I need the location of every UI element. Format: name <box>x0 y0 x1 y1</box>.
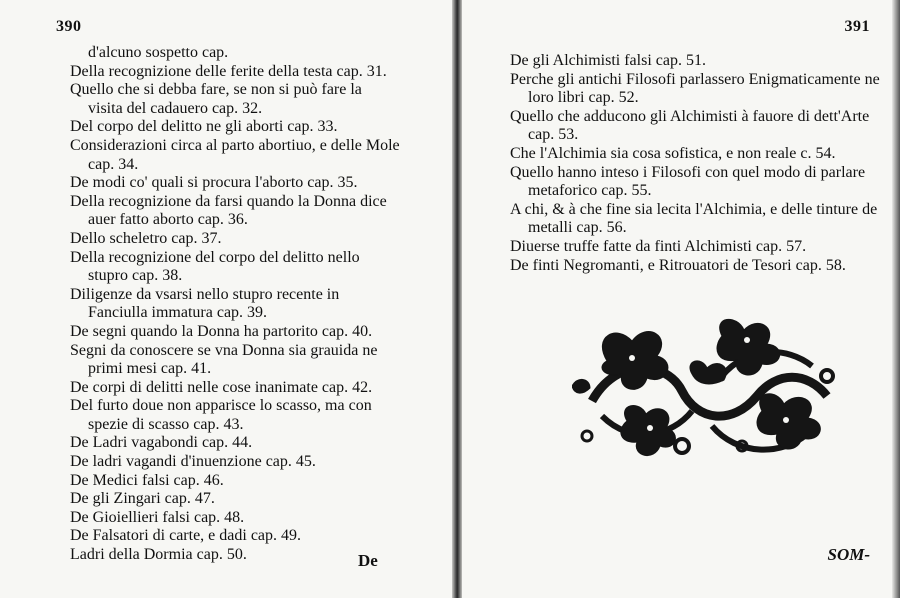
index-entry: De Gioiellieri falsi cap. 48. <box>70 508 245 526</box>
index-entry: De Ladri vagabondi cap. 44. <box>70 434 253 452</box>
index-entry: De gli Zingari cap. 47. <box>70 490 215 508</box>
index-entry: De finti Negromanti, e Ritrouatori de Tesori cap. 58. <box>510 256 846 274</box>
page-edge <box>892 0 900 598</box>
index-entry: De ladri vagandi d'inuenzione cap. 45. <box>70 453 316 471</box>
catchword: De <box>358 551 378 570</box>
right-page <box>462 0 892 598</box>
index-entry: Quello che si debba fare, se non si può fare la visita del cadauero cap. 32. <box>70 81 362 117</box>
index-entry: Dello scheletro cap. 37. <box>70 229 222 247</box>
index-entry: De corpi di delitti nelle cose inanimate cap. 42. <box>70 378 373 396</box>
catchword: SOM- <box>827 545 870 564</box>
page-number: 391 <box>844 18 870 35</box>
page-number: 390 <box>56 18 82 35</box>
index-entry: De Falsatori di carte, e dadi cap. 49. <box>70 527 302 545</box>
index-entry: Diligenze da vsarsi nello stupro recente in Fanciulla immatura cap. 39. <box>70 285 340 322</box>
index-entry: Considerazioni circa al parto abortiuo, e delle Mole cap. 34. <box>70 136 400 173</box>
index-entry: Della recognizione da farsi quando la Donna dice auer fatto aborto cap. 36. <box>70 192 387 229</box>
index-entry: Della recognizione delle ferite della testa cap. 31. <box>70 62 387 80</box>
index-entry: Quello che adducono gli Alchimisti à fauore di dett'Arte cap. 53. <box>510 107 870 144</box>
index-entry: Quello hanno inteso i Filosofi con quel modo di parlare metaforico cap. 55. <box>510 163 866 200</box>
index-entry: Del furto doue non apparisce lo scasso, ma con spezie di scasso cap. 43. <box>70 397 372 433</box>
index-entries <box>70 44 400 565</box>
index-entry: Segni da conoscere se vna Donna sia grauida ne primi mesi cap. 41. <box>70 341 378 378</box>
floral-ornament-icon <box>572 316 842 468</box>
index-entry: Diuerse truffe fatte da finti Alchimisti cap. 57. <box>510 237 807 255</box>
index-entry: De gli Alchimisti falsi cap. 51. <box>510 52 706 69</box>
index-entry: De modi co' quali si procura l'aborto cap. 35. <box>70 174 358 192</box>
index-entries <box>510 52 880 275</box>
index-entry: De Medici falsi cap. 46. <box>70 471 224 489</box>
index-entry: Della recognizione del corpo del delitto nello stupro cap. 38. <box>70 248 360 285</box>
index-entry: De segni quando la Donna ha partorito cap. 40. <box>70 322 373 340</box>
index-entry: Che l'Alchimia sia cosa sofistica, e non reale c. 54. <box>510 144 836 162</box>
index-entry: Ladri della Dormia cap. 50. <box>70 546 247 564</box>
index-entry: d'alcuno sospetto cap. <box>88 44 229 61</box>
index-entry: A chi, & à che fine sia lecita l'Alchimia, e delle tinture de metalli cap. 56. <box>510 200 878 237</box>
index-entry: Del corpo del delitto ne gli aborti cap. 33. <box>70 118 338 136</box>
index-entry: Perche gli antichi Filosofi parlassero Enigmaticamente ne loro libri cap. 52. <box>510 70 880 107</box>
book-gutter <box>452 0 462 598</box>
